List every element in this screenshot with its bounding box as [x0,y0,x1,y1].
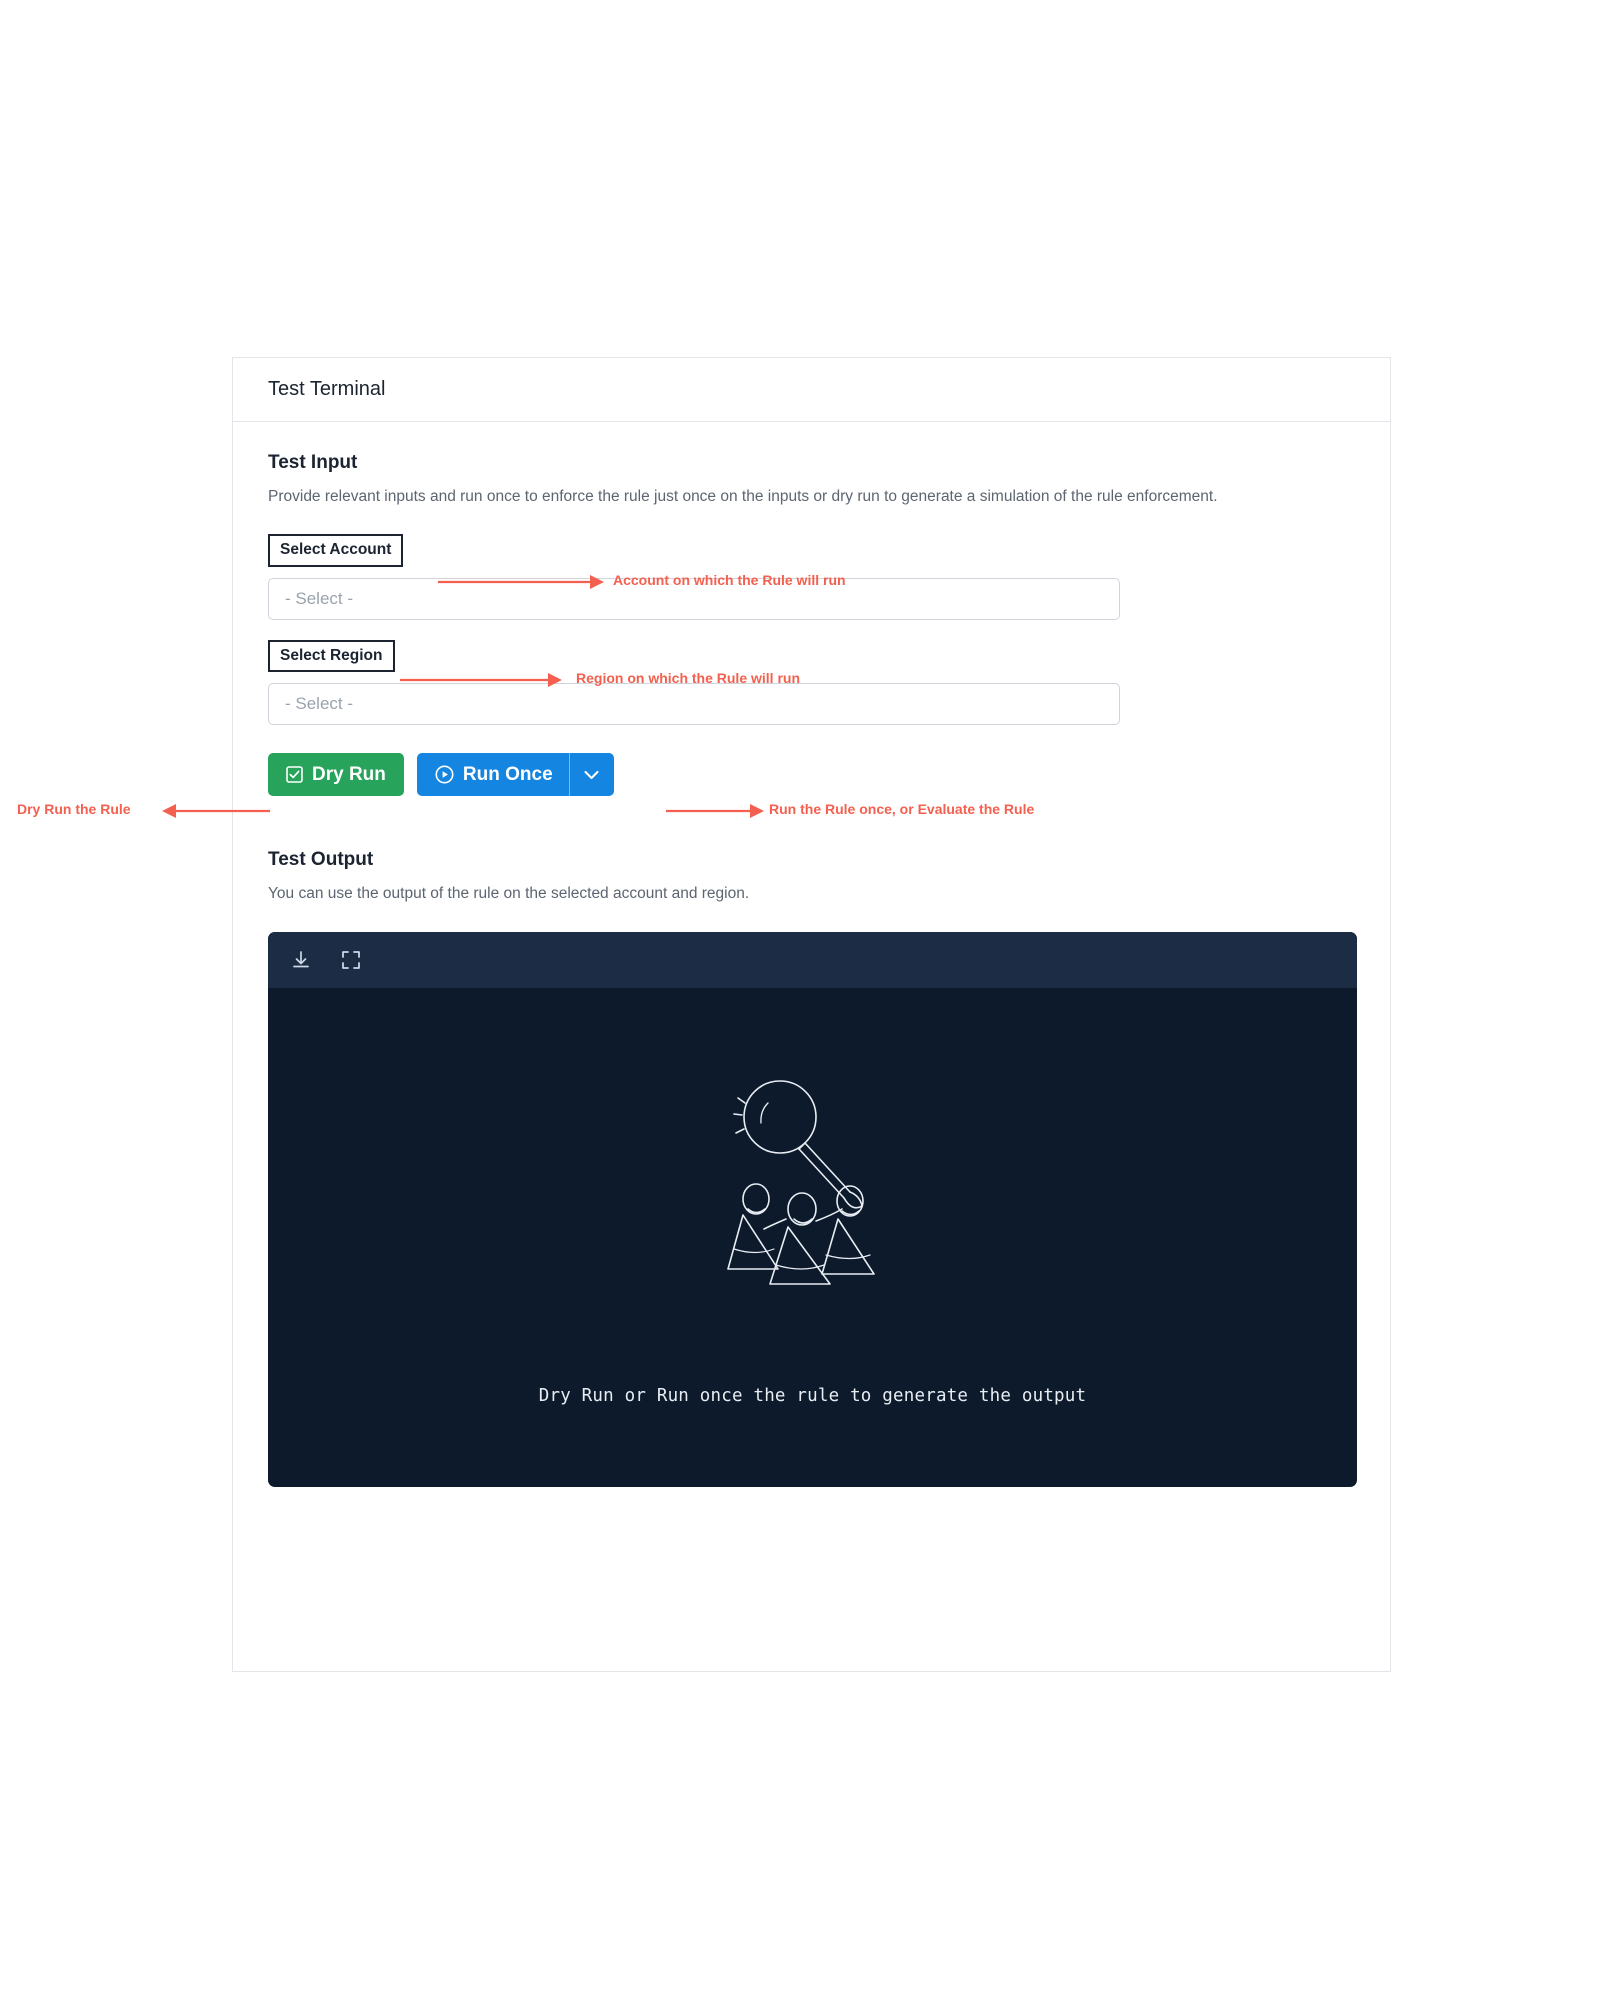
magnifier-people-illustration [698,1069,928,1314]
test-input-section [268,452,1355,796]
annotation-label-dry-run: Dry Run the Rule [17,801,131,817]
download-icon[interactable] [290,949,312,971]
annotation-arrow-run-once [666,801,766,821]
run-once-button[interactable] [417,753,614,796]
terminal-toolbar [268,932,1357,988]
annotation-label-account: Account on which the Rule will run [613,572,846,588]
select-region-label: Select Region [268,640,395,673]
annotation-label-run-once: Run the Rule once, or Evaluate the Rule [769,801,1035,817]
test-output-description: You can use the output of the rule on the selected account and region. [268,885,750,903]
checkbox-icon [286,766,303,783]
select-account-value: - Select - [285,588,354,608]
page-title: Test Terminal [268,378,386,400]
test-terminal-card [232,357,1391,1672]
dry-run-button-label: Dry Run [312,763,386,785]
annotation-arrow-region [400,670,565,690]
terminal-empty-state [268,988,1357,1487]
annotation-arrow-dry-run [162,801,272,821]
dry-run-button[interactable] [268,753,404,796]
play-circle-icon [435,765,454,784]
select-region-value: - Select - [285,694,354,714]
test-input-description: Provide relevant inputs and run once to enforce the rule just once on the inputs or dry run to generate a simulation of the rule enforcement. [268,488,1218,505]
terminal-placeholder-message: Dry Run or Run once the rule to generate the output [538,1385,1087,1406]
fullscreen-icon[interactable] [340,949,362,971]
chevron-down-icon [584,764,599,786]
test-output-title: Test Output [268,849,374,871]
run-once-button-label: Run Once [462,763,553,785]
annotation-arrow-account [438,572,608,592]
action-buttons-row [268,753,1355,796]
card-header [233,358,1390,422]
terminal-output-panel [268,932,1357,1487]
test-output-section [268,849,1355,1486]
test-input-title: Test Input [268,452,358,473]
run-once-dropdown-toggle[interactable] [569,753,614,796]
annotation-label-region: Region on which the Rule will run [576,670,800,686]
select-region-input[interactable] [268,683,1120,725]
select-account-label: Select Account [268,534,403,567]
